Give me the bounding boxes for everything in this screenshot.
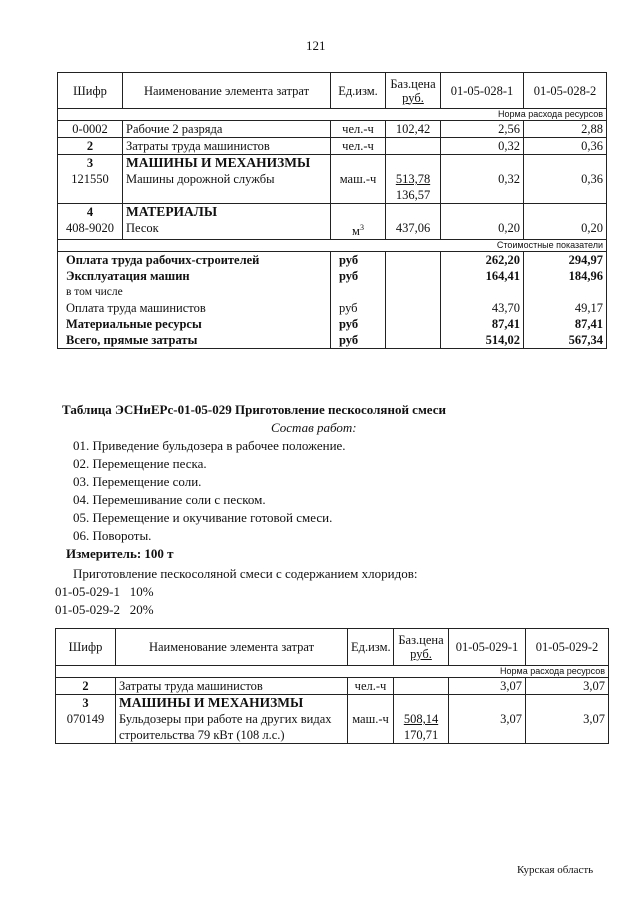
cost-row [58,300,607,316]
row-unit: маш.-ч [348,695,394,744]
row-name: МАШИНЫ И МЕХАНИЗМЫ Машины дорожной службы [123,155,331,204]
header-code: Шифр [58,73,123,109]
work-heading: Состав работ: [271,420,357,435]
cost-v2: 49,17 [524,300,607,316]
row-price [386,138,441,155]
row-v1: 0,20 [441,204,524,240]
row-name: МАШИНЫ И МЕХАНИЗМЫ Бульдозеры при работе на других видах строительства 79 кВт (108 л.с.) [116,695,348,744]
header-col2: 01-05-028-2 [524,73,607,109]
variant: 01-05-029-1 10% [55,584,154,599]
row-name: Затраты труда машинистов [116,678,348,695]
cost-v2: 294,97 [524,252,607,269]
cost-name: Оплата труда машинистов [58,300,331,316]
row-v2: 3,07 [526,695,609,744]
cost-row [58,284,607,300]
cost-v2: 184,96 [524,268,607,284]
cost-row [58,252,607,269]
page-number: 121 [306,38,326,53]
row-code: 2 [56,678,116,695]
row-unit: чел.-ч [348,678,394,695]
row-price: 102,42 [386,121,441,138]
cost-name: в том числе [58,284,331,300]
cost-row [58,316,607,332]
table-row [58,138,607,155]
row-unit: маш.-ч [331,155,386,204]
row-name: МАТЕРИАЛЫ Песок [123,204,331,240]
row-v1: 3,07 [449,695,526,744]
row-v1: 0,32 [441,155,524,204]
header-name: Наименование элемента затрат [116,629,348,666]
cost-unit: руб [331,252,386,269]
header-price: Баз.цена руб. [386,73,441,109]
cost-name: Всего, прямые затраты [58,332,331,349]
cost-unit: руб [331,300,386,316]
row-name: Затраты труда машинистов [123,138,331,155]
section-title: Таблица ЭСНиЕРс-01-05-029 Приготовление пескосоляной смеси [62,402,446,417]
work-item: 01. Приведение бульдозера в рабочее положение. [73,438,346,453]
variant: 01-05-029-2 20% [55,602,154,617]
row-code: 2 [58,138,123,155]
row-unit: $м^3$ [331,204,386,240]
work-item: 06. Повороты. [73,528,152,543]
work-item: 05. Перемещение и окучивание готовой смеси. [73,510,333,525]
meter: Измеритель: 100 т [66,546,174,561]
row-price: 513,78 136,57 [386,155,441,204]
row-v2: 3,07 [526,678,609,695]
row-code: 3 121550 [58,155,123,204]
row-price: 508,14 170,71 [394,695,449,744]
cost-unit: руб [331,332,386,349]
cost-v1: 87,41 [441,316,524,332]
row-v1: 0,32 [441,138,524,155]
cost-row [58,268,607,284]
header-col1: 01-05-029-1 [449,629,526,666]
row-price: 437,06 [386,204,441,240]
table-row [56,695,609,744]
table-header [58,73,607,109]
header-code: Шифр [56,629,116,666]
header-unit: Ед.изм. [348,629,394,666]
cost-label: Стоимостные показатели [58,240,607,252]
cost-v1: 514,02 [441,332,524,349]
row-v2: 0,20 [524,204,607,240]
row-name: Рабочие 2 разряда [123,121,331,138]
cost-name: Эксплуатация машин [58,268,331,284]
cost-v1: 262,20 [441,252,524,269]
row-v2: 0,36 [524,138,607,155]
cost-unit: руб [331,268,386,284]
header-col1: 01-05-028-1 [441,73,524,109]
table-row [58,204,607,240]
table-row [58,155,607,204]
resource-table-029 [55,628,609,744]
cost-v1: 164,41 [441,268,524,284]
description: Приготовление пескосоляной смеси с содержанием хлоридов: [73,566,418,581]
cost-v1: 43,70 [441,300,524,316]
row-code: 3 070149 [56,695,116,744]
work-item: 04. Перемешивание соли с песком. [73,492,266,507]
header-name: Наименование элемента затрат [123,73,331,109]
header-col2: 01-05-029-2 [526,629,609,666]
row-v2: 2,88 [524,121,607,138]
row-price [394,678,449,695]
footer-region: Курская область [517,864,594,876]
work-item: 02. Перемещение песка. [73,456,207,471]
header-price: Баз.цена руб. [394,629,449,666]
row-code: 4 408-9020 [58,204,123,240]
work-item: 03. Перемещение соли. [73,474,202,489]
row-unit: чел.-ч [331,121,386,138]
row-code: 0-0002 [58,121,123,138]
cost-name: Материальные ресурсы [58,316,331,332]
table-row [58,121,607,138]
cost-v2: 87,41 [524,316,607,332]
cost-name: Оплата труда рабочих-строителей [58,252,331,269]
row-v1: 2,56 [441,121,524,138]
row-v2: 0,36 [524,155,607,204]
table-row [56,678,609,695]
row-unit: чел.-ч [331,138,386,155]
resource-table-028 [57,72,607,349]
cost-v2: 567,34 [524,332,607,349]
norma-label: Норма расхода ресурсов [58,109,607,121]
row-v1: 3,07 [449,678,526,695]
norma-label: Норма расхода ресурсов [56,666,609,678]
header-unit: Ед.изм. [331,73,386,109]
table-header [56,629,609,666]
cost-row [58,332,607,349]
cost-unit: руб [331,316,386,332]
